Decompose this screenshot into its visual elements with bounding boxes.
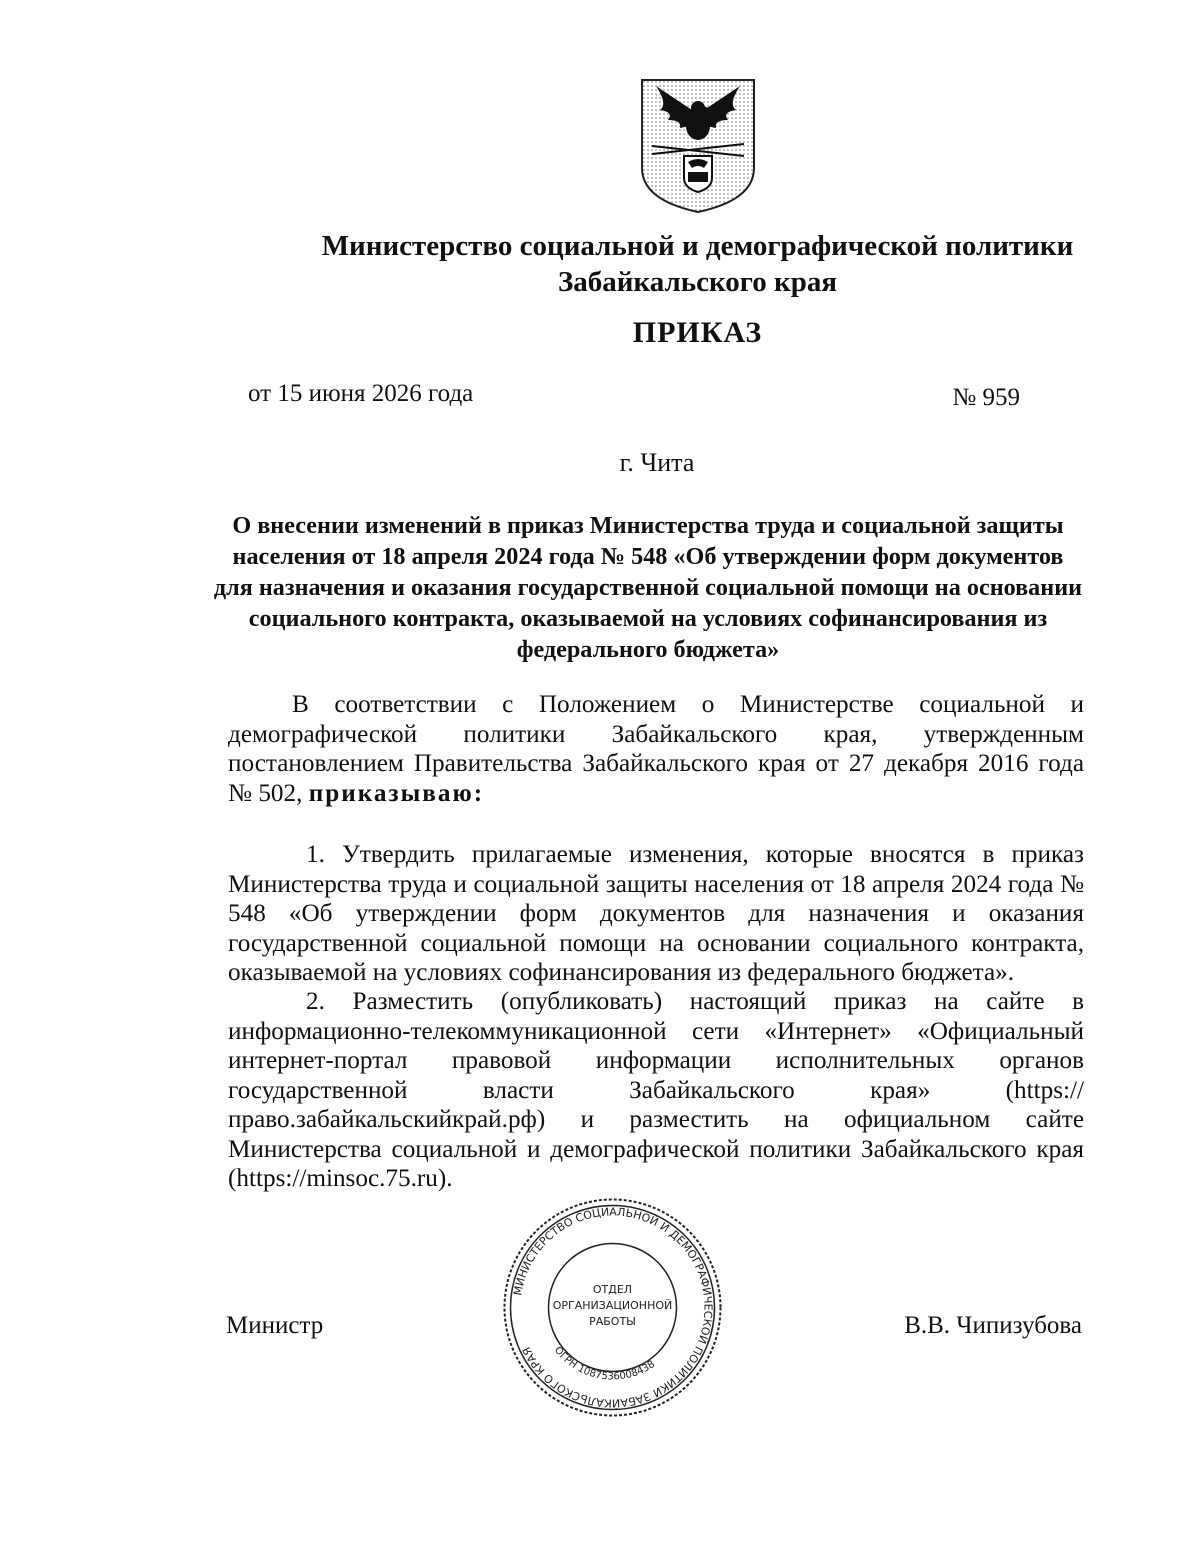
preamble-text: В соответствии с Положением о Министерстве социальной и демографической политики Забайкальского края, утвержденным постановлением Правительства Забайкальского края от 27 декабря 2016 года № 502, <box>228 691 1084 807</box>
city-name: г. Чита <box>619 448 695 477</box>
signer-name: В.В. Чипизубова <box>904 1312 1082 1339</box>
ministry-name-line1: Министерство социальной и демографической политики <box>321 230 1074 262</box>
ministry-name-line2: Забайкальского края <box>557 266 838 298</box>
preamble-paragraph <box>228 690 1084 808</box>
order-subject: О внесении изменений в приказ Министерства труда и социальной защиты населения от 18 апреля 2024 года № 548 «Об утверждении форм документов для назначения и оказания государственной социальной помощи на основании социального контракта, оказываемой на условиях софинансирования из федерального бюджета» <box>213 512 1083 663</box>
stamp-center-line2: ОРГАНИЗАЦИОННОЙ <box>552 1299 673 1312</box>
stamp-center-line3: РАБОТЫ <box>589 1315 636 1328</box>
document-type-title: ПРИКАЗ <box>632 316 763 349</box>
item-1-paragraph: 1. Утвердить прилагаемые изменения, которые вносятся в приказ Министерства труда и социальной защиты населения от 18 апреля 2024 года № 548 «Об утверждении форм документов для назначения и оказания государственной социальной помощи на основании социального контракта, оказываемой на условиях софинансирования из федерального бюджета». <box>228 841 1084 986</box>
item-2-paragraph: 2. Разместить (опубликовать) настоящий приказ на сайте в информационно-телекоммуникационной сети «Интернет» «Официальный интернет-портал правовой информации исполнительных органов государственной власти Забайкальского края» (https://право.забайкальскийкрай.рф) и разместить на официальном сайте Министерства социальной и демографической политики Забайкальского края (https://minsoc.75.ru). <box>228 988 1084 1192</box>
stamp-outer-text: МИНИСТЕРСТВО СОЦИАЛЬНОЙ И ДЕМОГРАФИЧЕСКОЙ ПОЛИТИКИ ЗАБАЙКАЛЬСКОГО КРАЯ <box>511 1205 715 1410</box>
stamp-center-line1: ОТДЕЛ <box>592 1283 633 1296</box>
stamp-ogrn: ОГРН 1087536008438 <box>551 1344 658 1383</box>
order-date: от 15 июня 2026 года <box>248 380 474 407</box>
order-word: приказываю: <box>308 779 485 807</box>
city-line <box>0 448 1200 478</box>
coat-of-arms-emblem <box>638 76 758 214</box>
official-stamp-seal <box>500 1195 725 1420</box>
signer-role: Министр <box>226 1312 324 1339</box>
order-number: № 959 <box>952 384 1020 411</box>
